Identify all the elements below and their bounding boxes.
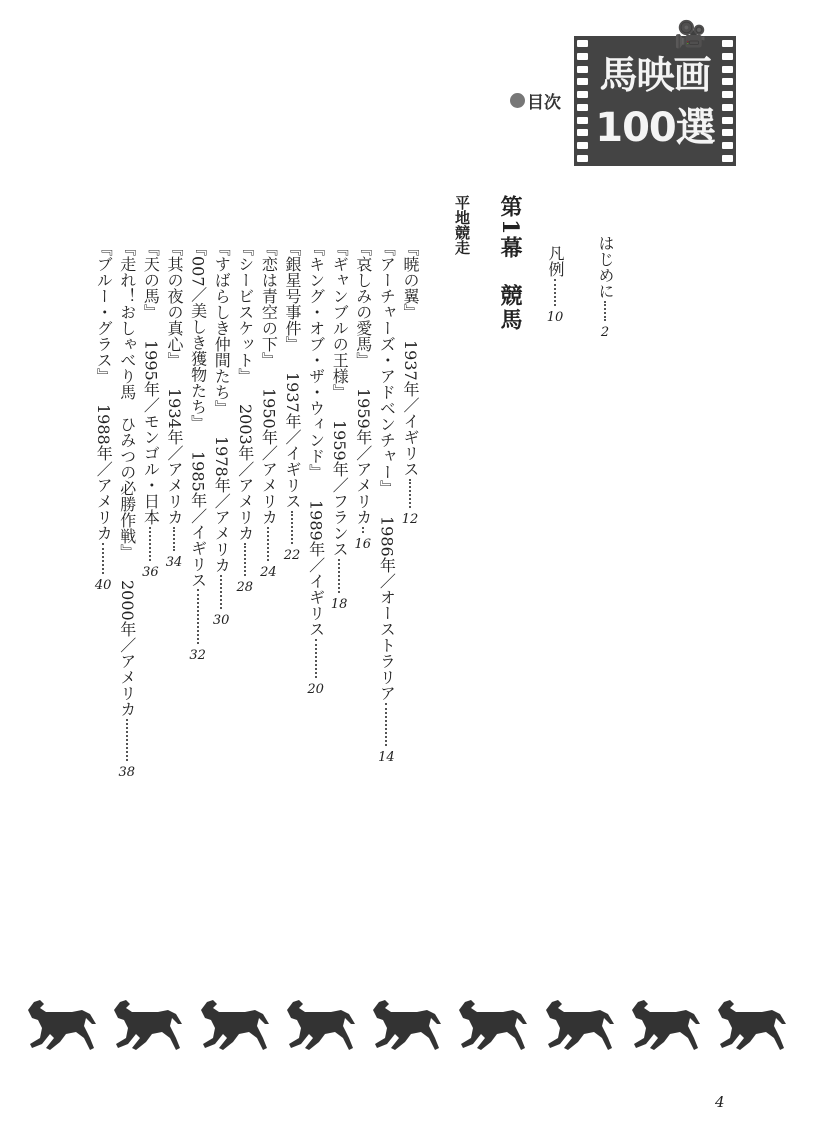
logo-film-strip [574, 20, 736, 166]
entry-title: 『天の馬』 [141, 240, 161, 320]
entry-year-country: 1988年／アメリカ [94, 404, 114, 541]
leader [220, 575, 222, 609]
entry-title: 『恋は青空の下』 [259, 240, 279, 368]
toc-entry[interactable] [282, 240, 302, 563]
toc-entry-hanrei[interactable] [545, 245, 565, 325]
entry-page: 16 [354, 536, 372, 552]
horse-border [20, 990, 790, 1060]
entry-page: 12 [401, 512, 419, 527]
leader [102, 543, 104, 574]
page-number: 4 [715, 1093, 725, 1111]
leader [173, 527, 175, 551]
horse-silhouette-icon [20, 990, 100, 1058]
entry-page: 22 [283, 548, 301, 563]
entry-title: 『ブルー・グラス』 [94, 240, 114, 384]
entry-page: 38 [118, 765, 136, 780]
leader [291, 511, 293, 544]
entry-year-country: 1934年／アメリカ [165, 388, 184, 525]
leader [315, 639, 317, 678]
entry-page: 34 [165, 555, 183, 570]
toc-entry[interactable] [306, 240, 326, 697]
toc-label-text: 目次 [527, 93, 561, 113]
leader [385, 703, 387, 746]
toc-entry[interactable] [400, 240, 420, 527]
entry-year-country: 1937年／イギリス [401, 340, 420, 477]
entry-title: 『キング・オブ・ザ・ウィンド』 [306, 240, 326, 480]
entry-year-country: 1978年／アメリカ [212, 436, 232, 573]
movie-camera-icon: 🎥 [674, 20, 707, 50]
horse-silhouette-icon [365, 990, 445, 1058]
entry-year-country: 1995年／モンゴル・日本 [141, 340, 161, 525]
toc-entry[interactable] [329, 240, 349, 612]
leader [604, 301, 606, 321]
entry-year-country: 1950年／アメリカ [259, 388, 279, 525]
entry-year-country: 2000年／アメリカ [117, 580, 137, 717]
toc-entry[interactable] [93, 240, 113, 593]
chapter-title: 第1幕 競馬 [497, 195, 523, 333]
toc-entry[interactable] [164, 240, 184, 570]
entry-title: 『暁の翼』 [401, 240, 420, 320]
leader [197, 589, 199, 644]
entry-page: 14 [378, 750, 395, 765]
leader [362, 527, 364, 533]
horse-silhouette-icon [106, 990, 186, 1058]
section-title: 平地競走 [453, 195, 471, 255]
horse-silhouette-icon [193, 990, 273, 1058]
leader [267, 527, 269, 561]
entry-title: 『007／美しき獲物たち』 [188, 240, 208, 431]
entry-title: 『哀しみの愛馬』 [353, 240, 373, 368]
entry-year-country: 1985年／イギリス [188, 450, 208, 588]
leader [244, 543, 246, 576]
logo-line1: 馬映画 [599, 53, 711, 97]
entry-page: 18 [330, 597, 348, 612]
leader [126, 719, 128, 761]
bullet-icon [510, 93, 525, 108]
entry-title: 『アーチャーズ・アドベンチャー』 [377, 240, 397, 496]
entry-page: 28 [236, 580, 254, 595]
toc-entry[interactable] [258, 240, 278, 580]
entry-title: 『シービスケット』 [235, 240, 255, 384]
entry-page: 36 [142, 565, 159, 580]
toc-entry[interactable] [188, 240, 208, 663]
leader [409, 479, 411, 508]
entry-year-country: 1986年／オーストラリア [377, 516, 397, 701]
toc-entry[interactable] [376, 240, 396, 765]
horse-silhouette-icon [624, 990, 704, 1058]
toc-entry[interactable] [211, 240, 231, 628]
logo-line2: 100選 [595, 105, 715, 151]
entry-title: 凡例 [546, 245, 565, 277]
leader [149, 527, 151, 561]
entry-title: 『ギャンブルの王様』 [330, 240, 350, 400]
entry-year-country: 1937年／イギリス [283, 372, 302, 509]
entry-title: 『走れ！おしゃべり馬 ひみつの必勝作戦』 [117, 240, 137, 560]
toc-entry-hajimeni[interactable] [595, 235, 615, 340]
entry-page: 20 [307, 682, 324, 697]
toc-entry[interactable] [235, 240, 255, 595]
horse-silhouette-icon [451, 990, 531, 1058]
entry-year-country: 1959年／アメリカ [353, 388, 373, 525]
horse-silhouette-icon [710, 990, 790, 1058]
entry-year-country: 2003年／アメリカ [235, 404, 255, 541]
entry-page: 10 [546, 310, 564, 325]
entry-page: 30 [212, 613, 230, 628]
entry-page: 24 [260, 565, 277, 580]
entry-title: 『すばらしき仲間たち』 [212, 240, 232, 416]
toc-entry[interactable] [353, 240, 373, 552]
entry-page: 32 [189, 648, 206, 663]
leader [338, 559, 340, 593]
entry-page: 2 [600, 325, 610, 340]
sprocket-holes [722, 40, 734, 162]
entry-title: はじめに [596, 235, 615, 299]
horse-silhouette-icon [538, 990, 618, 1058]
entry-year-country: 1959年／フランス [330, 420, 350, 557]
entry-title: 『其の夜の真心』 [165, 240, 184, 368]
toc-entry[interactable] [140, 240, 160, 580]
toc-entry[interactable] [117, 240, 137, 780]
horse-silhouette-icon [279, 990, 359, 1058]
entry-year-country: 1989年／イギリス [306, 500, 326, 637]
toc-label [510, 88, 561, 113]
entry-page: 40 [94, 578, 112, 593]
entry-title: 『銀星号事件』 [283, 240, 302, 352]
leader [554, 279, 556, 306]
sprocket-holes [577, 40, 589, 162]
